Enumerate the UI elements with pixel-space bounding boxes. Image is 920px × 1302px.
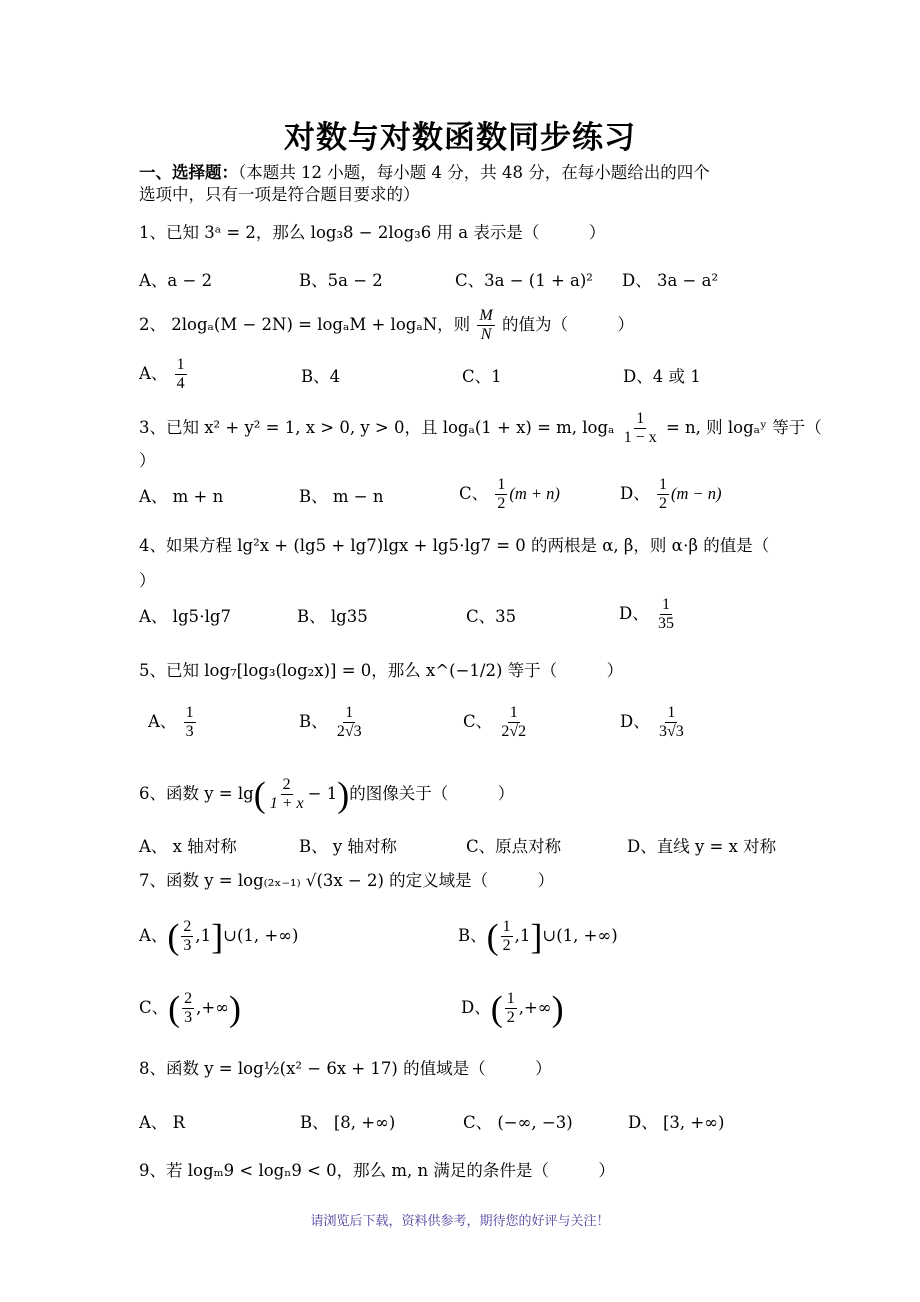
q7d-paren-r: ) (551, 988, 564, 1029)
q2-option-b: B、4 (301, 367, 341, 386)
q7a-tail: ,1 (195, 926, 212, 945)
q5d-label: D、 (620, 712, 650, 731)
q7d-tail: ,+∞ (518, 998, 552, 1017)
q3-stem-close: ） (139, 451, 156, 470)
q5b-num: 1 (345, 704, 354, 721)
q3c-frac (495, 476, 507, 513)
q7-option-b (458, 918, 618, 955)
q5-option-a (148, 704, 198, 741)
q3-option-c (459, 476, 560, 513)
question-1-stem: 1、已知 3ᵃ = 2，那么 log₃8 − 2log₃6 用 a 表示是（ ） (139, 223, 606, 242)
q7c-den: 3 (184, 1009, 193, 1026)
q2-option-a (139, 356, 189, 393)
q2-fraction (477, 307, 494, 344)
q6-paren-left: ( (253, 774, 266, 815)
question-7-stem: 7、函数 y = log₍₂ₓ₋₁₎ √(3x − 2) 的定义域是（ ） (139, 871, 555, 890)
q4d-den: 35 (657, 615, 674, 632)
q4-option-b: B、 lg35 (297, 607, 368, 626)
q7d-paren-l: ( (490, 988, 503, 1029)
footer-note: 请浏览后下载，资料供参考，期待您的好评与关注！ (310, 1214, 610, 1229)
q6-option-b: B、 y 轴对称 (299, 837, 397, 856)
q7b-paren-r: ] (530, 916, 543, 957)
q3d-frac (657, 476, 669, 513)
q8-option-c: C、 (−∞, −3) (463, 1113, 573, 1132)
q5b-frac (335, 704, 364, 741)
q3c-den: 2 (497, 495, 506, 512)
q3-frac-num: 1 (636, 410, 645, 427)
q3-stem-b: = n, 则 logₐʸ 等于（ (665, 418, 822, 437)
q7d-label: D、 (461, 998, 491, 1017)
q7a-frac (181, 918, 193, 955)
q7c-paren-l: ( (168, 988, 181, 1029)
q6-option-a: A、 x 轴对称 (139, 837, 237, 856)
section-label: 一、选择题： (139, 163, 238, 182)
q2-option-a-frac (175, 356, 187, 393)
q7-option-c (139, 990, 241, 1027)
q2-stem-a: 2、 2logₐ(M − 2N) = logₐM + logₐN，则 (139, 315, 471, 334)
q3d-label: D、 (620, 484, 650, 503)
question-2-stem (139, 307, 634, 344)
question-3-stem (139, 410, 822, 447)
q5c-den: 2√2 (501, 723, 527, 740)
q3-frac-den: 1 − x (623, 429, 657, 446)
q7d-den: 2 (506, 1009, 515, 1026)
q7b-label: B、 (458, 926, 487, 945)
q5a-den: 3 (185, 723, 194, 740)
q7a-label: A、 (139, 926, 168, 945)
q7a-paren-r: ] (211, 916, 224, 957)
q2-option-a-label: A、 (139, 364, 168, 383)
question-4-stem: 4、如果方程 lg²x + (lg5 + lg7)lgx + lg5⋅lg7 = 0 的两根是 α, β，则 α⋅β 的值是（ (139, 536, 770, 555)
q5c-label: C、 (463, 712, 493, 731)
q2-frac-num: M (479, 307, 493, 324)
q3-option-b: B、 m − n (299, 487, 384, 506)
q3d-tail: (m − n) (670, 484, 722, 503)
question-8-stem: 8、函数 y = log½(x² − 6x + 17) 的值域是（ ） (139, 1059, 552, 1078)
q7b-num: 1 (502, 918, 511, 935)
q3d-den: 2 (658, 495, 667, 512)
q7a-union: ∪(1, +∞) (223, 926, 299, 945)
question-5-stem: 5、已知 log₇[log₃(log₂x)] = 0，那么 x^(−1/2) 等于（ ） (139, 661, 624, 680)
q4d-frac (656, 596, 676, 633)
q7c-num: 2 (184, 990, 193, 1007)
q3-fraction (622, 410, 659, 447)
q7b-den: 2 (502, 937, 511, 954)
q5d-frac (657, 704, 686, 741)
q3-option-d (620, 476, 722, 513)
q4d-label: D、 (619, 604, 649, 623)
section-desc-2: 选项中，只有一项是符合题目要求的） (139, 185, 420, 204)
q3-option-a: A、 m + n (139, 487, 224, 506)
q5b-den: 2√3 (336, 723, 362, 740)
q6-option-c: C、原点对称 (466, 837, 562, 856)
q7b-tail: ,1 (514, 926, 531, 945)
q7c-frac (182, 990, 194, 1027)
q2-option-d: D、4 或 1 (623, 367, 701, 386)
q7b-paren-l: ( (486, 916, 499, 957)
q5d-den: 3√3 (658, 723, 684, 740)
q6-stem-b: − 1 (307, 784, 338, 803)
q8-option-b: B、 [8, +∞) (300, 1113, 396, 1132)
q7-option-d (461, 990, 564, 1027)
q7b-frac (501, 918, 513, 955)
q6-stem-c: 的图像关于（ ） (349, 784, 515, 803)
q7a-den: 3 (183, 937, 192, 954)
q5c-frac (499, 704, 528, 741)
q2a-den: 4 (176, 375, 185, 392)
question-9-stem: 9、若 logₘ9 < logₙ9 < 0，那么 m, n 满足的条件是（ ） (139, 1161, 615, 1180)
q2-frac-den: N (480, 326, 492, 343)
q5b-label: B、 (299, 712, 328, 731)
q1-option-c: C、3a − (1 + a)² (455, 271, 593, 290)
q5d-num: 1 (667, 704, 676, 721)
q6-fraction (268, 776, 306, 813)
q5-option-d (620, 704, 688, 741)
q7d-num: 1 (506, 990, 515, 1007)
q7a-paren-l: ( (167, 916, 180, 957)
q7d-frac (505, 990, 517, 1027)
section-header (139, 162, 710, 184)
q4-stem-close: ） (139, 571, 156, 590)
q2-stem-b: 的值为（ ） (501, 315, 634, 334)
q7a-num: 2 (183, 918, 192, 935)
q5a-num: 1 (185, 704, 194, 721)
q3c-num: 1 (497, 476, 506, 493)
q6-den: 1 + x (269, 795, 304, 812)
q3c-tail: (m + n) (509, 484, 560, 503)
section-desc-1: （本题共 12 小题，每小题 4 分，共 48 分，在每小题给出的四个 (238, 163, 710, 182)
q1-option-d: D、 3a − a² (622, 271, 719, 290)
q3d-num: 1 (658, 476, 667, 493)
page-title: 对数与对数函数同步练习 (284, 120, 636, 156)
q4d-num: 1 (661, 596, 670, 613)
q8-option-a: A、 R (139, 1113, 186, 1132)
q5-option-b (299, 704, 366, 741)
q5a-label: A、 (148, 712, 177, 731)
q5-option-c (463, 704, 530, 741)
question-6-stem (139, 776, 514, 813)
q4-option-a: A、 lg5⋅lg7 (139, 607, 231, 626)
q6-option-d: D、直线 y = x 对称 (627, 837, 777, 856)
q3-stem-a: 3、已知 x² + y² = 1, x > 0, y > 0，且 logₐ(1 + x) = m, logₐ (139, 418, 615, 437)
q1-option-b: B、5a − 2 (299, 271, 383, 290)
q7-option-a (139, 918, 298, 955)
q4-option-c: C、35 (466, 607, 517, 626)
q4-option-d (619, 596, 678, 633)
q2-option-c: C、1 (462, 367, 502, 386)
q5a-frac (184, 704, 196, 741)
q7c-tail: ,+∞ (196, 998, 229, 1017)
q6-paren-right: ) (337, 774, 350, 815)
q1-option-a: A、a − 2 (139, 271, 213, 290)
q8-option-d: D、 [3, +∞) (628, 1113, 725, 1132)
q7c-label: C、 (139, 998, 169, 1017)
q7c-paren-r: ) (228, 988, 241, 1029)
q2a-num: 1 (176, 356, 185, 373)
q6-stem-a: 6、函数 y = lg (139, 784, 254, 803)
q5c-num: 1 (509, 704, 518, 721)
q7b-union: ∪(1, +∞) (542, 926, 618, 945)
q6-num: 2 (282, 776, 291, 793)
q3c-label: C、 (459, 484, 489, 503)
